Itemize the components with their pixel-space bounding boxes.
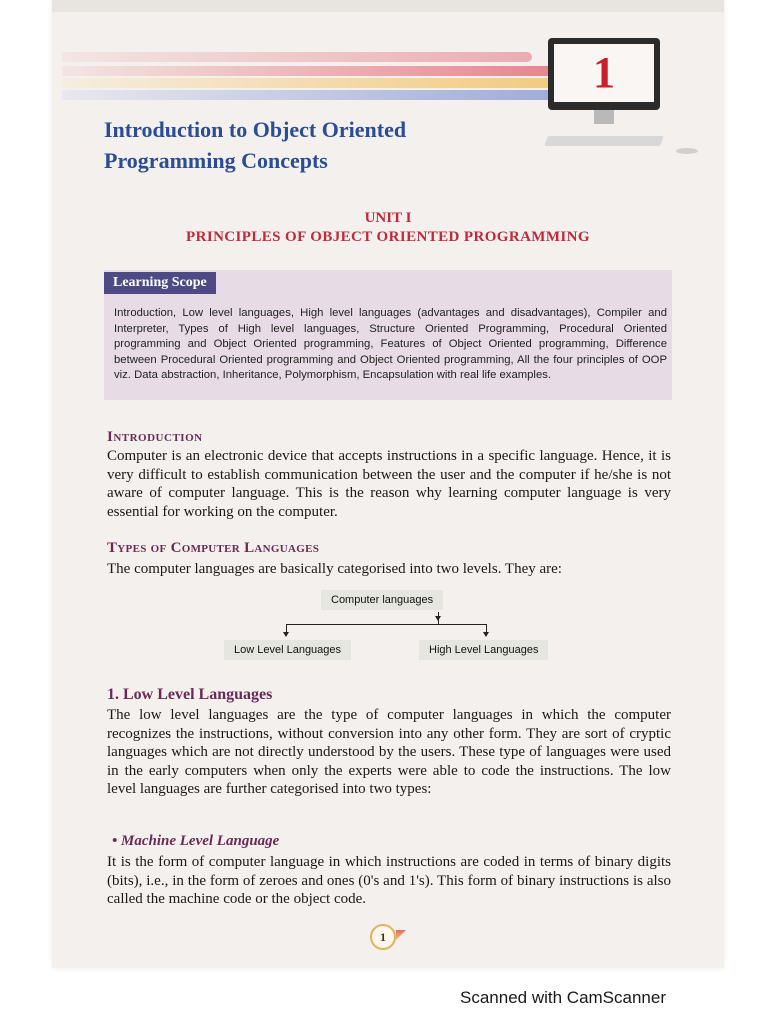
machine-level-heading: • Machine Level Language <box>112 833 280 849</box>
monitor-screen <box>554 44 654 102</box>
computer-monitor-icon <box>548 38 660 124</box>
page-number: 1 <box>380 929 386 944</box>
learning-scope-box <box>104 270 672 400</box>
diagram-arrow-left-node <box>283 632 289 637</box>
page-number-badge <box>370 924 396 950</box>
stripe-blue <box>62 90 562 100</box>
diagram-arrow-right-node <box>483 632 489 637</box>
monitor-bezel <box>548 38 660 110</box>
language-types-diagram <box>222 588 602 662</box>
types-paragraph: The computer languages are basically categorised into two levels. They are: <box>107 561 562 577</box>
diagram-high-level-node: High Level Languages <box>419 640 548 660</box>
diagram-root-node: Computer languages <box>321 590 443 610</box>
unit-label: UNIT I <box>364 210 412 226</box>
diagram-connector-horizontal <box>286 624 486 625</box>
decorative-stripes <box>62 48 582 108</box>
stripe-pink <box>62 52 532 62</box>
keyboard-icon <box>544 136 664 146</box>
monitor-stand <box>594 110 614 124</box>
stripe-red <box>62 66 562 76</box>
stripe-yellow <box>62 78 567 88</box>
chapter-number: 1 <box>593 48 615 97</box>
mouse-icon <box>676 148 698 154</box>
learning-scope-label: Learning Scope <box>104 272 216 294</box>
diagram-low-level-node: Low Level Languages <box>224 640 351 660</box>
document-page <box>52 0 724 968</box>
machine-level-paragraph: It is the form of computer language in which instructions are coded in terms of binary digits (bits), i.e., in the form of zeroes and ones (0's and 1's). This form of binary instructions is also called the machine code or the object code. <box>107 854 671 907</box>
page-top-edge <box>52 0 724 12</box>
chapter-title: Introduction to Object Oriented Programming Concepts <box>104 117 407 173</box>
scanner-watermark: Scanned with CamScanner <box>460 988 667 1007</box>
types-heading: Types of Computer Languages <box>107 540 320 556</box>
low-level-heading: 1. Low Level Languages <box>107 686 273 703</box>
learning-scope-text: Introduction, Low level languages, High level languages (advantages and disadvantages), Compiler and Interpreter, Types of High level languages, Structure Oriented Programming, Procedural Oriented programming and Object Oriented programming, Features of Object Oriented programming, Difference between Procedural Oriented programming and Object Oriented programming, All the four principles of OOP viz. Data abstraction, Inheritance, Polymorphism, Encapsulation with real life examples. <box>114 307 667 381</box>
low-level-paragraph: The low level languages are the type of computer languages in which the computer recognizes the instructions, without conversion into any other form. They are sort of cryptic languages which are not directly understood by the users. These type of languages were used in the early computers when only the experts were able to code the instructions. The low level languages are further categorised into two types: <box>107 707 671 797</box>
introduction-paragraph: Computer is an electronic device that accepts instructions in a specific language. Hence, it is very difficult to establish communication between the user and the computer if he/she is not aware of computer language. This is the reason why learning computer language is very essential for working on the computer. <box>107 448 671 520</box>
diagram-arrow-down <box>435 616 441 621</box>
unit-title: PRINCIPLES OF OBJECT ORIENTED PROGRAMMING <box>186 229 590 245</box>
page-number-flag-icon <box>396 930 406 940</box>
introduction-heading: Introduction <box>107 429 203 445</box>
